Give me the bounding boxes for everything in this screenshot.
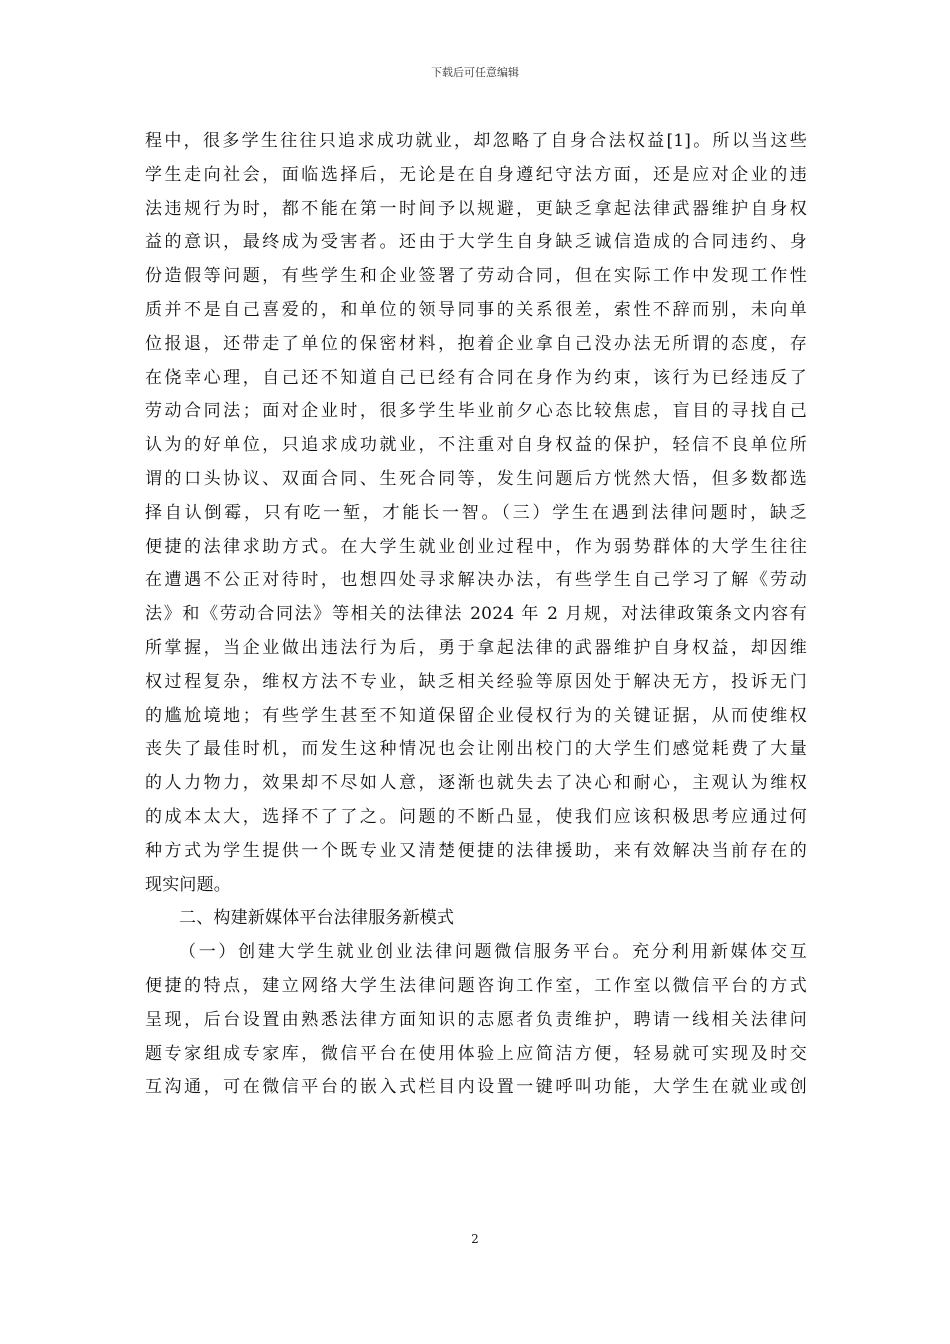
paragraph-line: 认为的好单位，只追求成功就业，不注重对自身权益的保护，轻信不良单位所 (145, 435, 807, 456)
paragraph-line: 份造假等问题，有些学生和企业签署了劳动合同，但在实际工作中发现工作性 (145, 266, 807, 287)
paragraph-line: 质并不是自己喜爱的，和单位的领导同事的关系很差，索性不辞而别，未向单 (145, 299, 807, 320)
paragraph-line: 的成本太大，选择不了了之。问题的不断凸显，使我们应该积极思考应通过何 (145, 806, 807, 827)
paragraph-line: 所掌握，当企业做出违法行为后，勇于拿起法律的武器维护自身权益，却因维 (145, 637, 807, 658)
paragraph-line: （一）创建大学生就业创业法律问题微信服务平台。充分利用新媒体交互 (179, 942, 807, 963)
paragraph-line: 法违规行为时，都不能在第一时间予以规避，更缺乏拿起法律武器维护自身权 (145, 198, 807, 219)
page-header: 下载后可任意编辑 (431, 66, 519, 79)
page-number: 2 (471, 1232, 479, 1246)
paragraph-line: 便捷的法律求助方式。在大学生就业创业过程中，作为弱势群体的大学生往往 (145, 536, 807, 557)
paragraph-line: 的尴尬境地；有些学生甚至不知道保留企业侵权行为的关键证据，从而使维权 (145, 705, 807, 726)
paragraph-line: 益的意识，最终成为受害者。还由于大学生自身缺乏诚信造成的合同违约、身 (145, 232, 807, 253)
document-body (145, 125, 807, 1105)
paragraph-line: 丧失了最佳时机，而发生这种情况也会让刚出校门的大学生们感觉耗费了大量 (145, 739, 807, 760)
paragraph-line: 呈现，后台设置由熟悉法律方面知识的志愿者负责维护，聘请一线相关法律问 (145, 1009, 807, 1030)
paragraph-line: 权过程复杂，维权方法不专业，缺乏相关经验等原因处于解决无方，投诉无门 (145, 671, 807, 692)
paragraph-line: 互沟通，可在微信平台的嵌入式栏目内设置一键呼叫功能，大学生在就业或创 (145, 1077, 807, 1098)
paragraph-line: 法》和《劳动合同法》等相关的法律法 2024 年 2 月规，对法律政策条文内容有 (145, 604, 807, 625)
paragraph-line: 题专家组成专家库，微信平台在使用体验上应简洁方便，轻易就可实现及时交 (145, 1043, 807, 1064)
paragraph-line: 位报退，还带走了单位的保密材料，抱着企业拿自己没办法无所谓的态度，存 (145, 333, 807, 354)
paragraph-line: 种方式为学生提供一个既专业又清楚便捷的法律援助，来有效解决当前存在的 (145, 840, 807, 861)
paragraph-line: 择自认倒霉，只有吃一堑，才能长一智。（三）学生在遇到法律问题时，缺乏 (145, 502, 807, 523)
section-heading: 二、构建新媒体平台法律服务新模式 (179, 908, 455, 929)
paragraph-line: 劳动合同法；面对企业时，很多学生毕业前夕心态比较焦虑，盲目的寻找自己 (145, 401, 807, 422)
paragraph-line: 便捷的特点，建立网络大学生法律问题咨询工作室，工作室以微信平台的方式 (145, 975, 807, 996)
paragraph-line: 谓的口头协议、双面合同、生死合同等，发生问题后方恍然大悟，但多数都选 (145, 468, 807, 489)
paragraph-line: 现实问题。 (145, 874, 231, 895)
paragraph-line: 在遭遇不公正对待时，也想四处寻求解决办法，有些学生自己学习了解《劳动 (145, 570, 807, 591)
paragraph-line: 在侥幸心理，自己还不知道自己已经有合同在身作为约束，该行为已经违反了 (145, 367, 807, 388)
paragraph-line: 程中，很多学生往往只追求成功就业，却忽略了自身合法权益[1]。所以当这些 (145, 131, 807, 151)
paragraph-line: 学生走向社会，面临选择后，无论是在自身遵纪守法方面，还是应对企业的违 (145, 164, 807, 185)
paragraph-line: 的人力物力，效果却不尽如人意，逐渐也就失去了决心和耐心，主观认为维权 (145, 773, 807, 794)
